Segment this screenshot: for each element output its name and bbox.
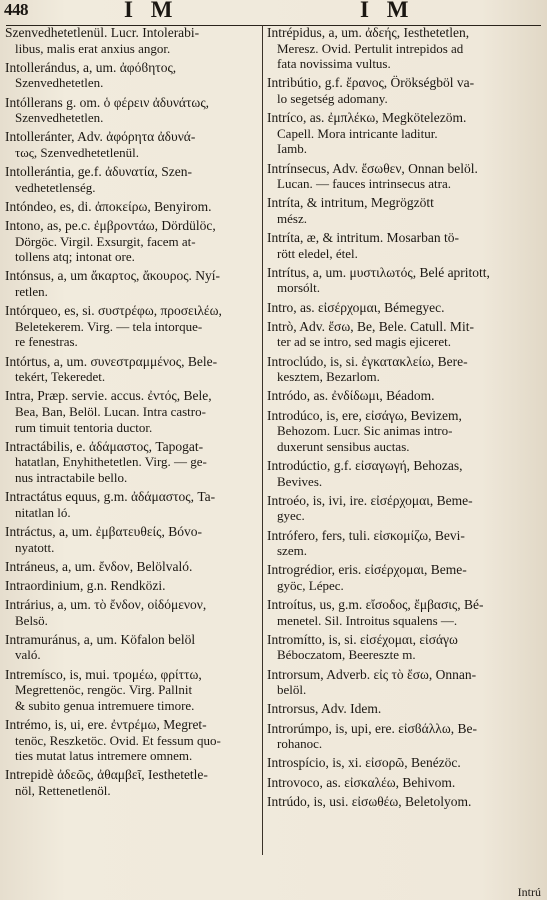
entry-headword-line: Intolleránter, Adv. ἀφόρητα ἀδυνά- <box>5 129 196 145</box>
dictionary-entry <box>267 195 539 226</box>
dictionary-entry <box>267 110 539 157</box>
entry-headword-line: Intórqueo, es, si. συστρέφω, προσειλέω, <box>5 303 222 319</box>
entry-continuation-line: Szenvedhetetlen. <box>15 75 104 91</box>
dictionary-entry <box>5 559 259 575</box>
entry-continuation-line: mész. <box>277 210 307 226</box>
entry-continuation-line: Capell. Mora intricante laditur. <box>277 125 438 141</box>
left-column <box>5 25 259 802</box>
entry-headword-line: Intollerándus, a, um. ἀφόϐητος, <box>5 59 177 75</box>
dictionary-entry <box>5 354 259 385</box>
entry-headword-line: Intractábilis, e. ἀδάμαστος, Tapogat- <box>5 438 204 454</box>
catchword: Intrú <box>517 885 541 899</box>
entry-continuation-line: re fenestras. <box>15 334 78 350</box>
entry-headword-line: Introdúco, is, ere, εἰσάγω, Bevizem, <box>267 407 462 423</box>
entry-continuation-line: vedhetetlenség. <box>15 179 96 195</box>
entry-continuation-line: Béboczatom, Beereszte m. <box>277 647 416 663</box>
entry-headword-line: Intrófero, fers, tuli. εἰσκομίζω, Bevi- <box>267 527 465 543</box>
dictionary-entry <box>267 562 539 593</box>
entry-continuation-line: menetel. Sil. Introitus squalens —. <box>277 612 458 628</box>
entry-continuation-line: ties mutat latus intremere omnem. <box>15 748 193 764</box>
dictionary-entry <box>5 95 259 126</box>
dictionary-entry <box>267 493 539 524</box>
entry-continuation-line: retlen. <box>15 284 48 300</box>
entry-continuation-line: nitatlan ló. <box>15 504 71 520</box>
entry-headword-line: Introgrédior, eris. εἰσέρχομαι, Beme- <box>267 562 467 578</box>
dictionary-entry <box>267 632 539 663</box>
entry-continuation-line: Iamb. <box>277 141 307 157</box>
entry-continuation-line: Lucan. — fauces intrinsecus atra. <box>277 176 451 192</box>
entry-headword-line: Intórtus, a, um. συνεστραμμένος, Bele- <box>5 353 218 369</box>
running-header-left: I M <box>124 0 179 22</box>
dictionary-entry <box>267 597 539 628</box>
entry-continuation-line: hatatlan, Enyhithetetlen. Virg. — ge- <box>15 454 207 470</box>
entry-continuation-line: fata novissima vultus. <box>277 56 391 72</box>
entry-headword-line: Introéo, is, ivi, ire. εἰσέρχομαι, Beme- <box>267 492 473 508</box>
dictionary-entry <box>267 667 539 698</box>
entry-headword-line: Intromítto, is, si. εἰσέχομαι, εἰσάγω <box>267 631 458 647</box>
dictionary-entry <box>267 721 539 752</box>
entry-headword-line: Intráctus, a, um. ἐμβατευθείς, Bóvo- <box>5 523 202 539</box>
entry-continuation-line: Bea, Ban, Belöl. Lucan. Intra castro- <box>15 404 206 419</box>
dictionary-entry <box>267 300 539 316</box>
dictionary-entry <box>267 319 539 350</box>
entry-continuation-line: tollens atq; intonat ore. <box>15 249 135 265</box>
dictionary-entry <box>5 388 259 435</box>
entry-headword-line: Intródo, as. ἐνδίδωμι, Béadom. <box>267 388 435 404</box>
entry-headword-line: Intrítus, a, um. μυστιλωτός, Belé apritott, <box>267 264 490 280</box>
entry-continuation-line: libus, malis erat anxius angor. <box>15 40 171 56</box>
running-header-right: I M <box>360 0 415 22</box>
entry-headword-line: Introítus, us, g.m. εἴσοδος, ἔμβασις, Bé- <box>267 597 484 613</box>
dictionary-entry <box>267 775 539 791</box>
entry-continuation-line: lo segetség adomany. <box>277 90 388 106</box>
dictionary-entry <box>5 60 259 91</box>
dictionary-entry <box>267 25 539 72</box>
dictionary-entry <box>5 597 259 628</box>
page-number: 448 <box>4 0 28 19</box>
entry-continuation-line: rött eledel, étel. <box>277 245 358 261</box>
entry-headword-line: Introclúdo, is, si. ἐγκατακλείω, Bere- <box>267 353 468 369</box>
entry-continuation-line: kesztem, Bezarlom. <box>277 369 380 385</box>
entry-headword-line: Introrúmpo, is, upi, ere. εἰσϐάλλω, Be- <box>267 720 477 736</box>
entry-headword-line: Intractátus equus, g.m. ἀδάμαστος, Ta- <box>5 489 216 505</box>
entry-headword-line: Intóndeo, es, di. ἀποκείρω, Benyirom. <box>5 198 212 214</box>
entry-headword-line: Intríta, æ, & intritum. Mosarban tö- <box>267 230 459 246</box>
dictionary-entry <box>267 701 539 717</box>
entry-headword-line: Intrúdo, is, usi. εἰσωθέω, Beletolyom. <box>267 793 472 809</box>
dictionary-entry <box>5 268 259 299</box>
column-divider <box>262 25 263 855</box>
dictionary-entry <box>267 794 539 810</box>
entry-headword-line: Intremísco, is, mui. τρομέω, φρίττω, <box>5 666 202 682</box>
entry-continuation-line: való. <box>15 647 41 663</box>
entry-headword-line: Szenvedhetetlenül. Lucr. Intolerabi- <box>5 25 200 40</box>
dictionary-entry <box>267 354 539 385</box>
entry-continuation-line: Szenvedhetetlen. <box>15 110 104 126</box>
dictionary-entry <box>5 164 259 195</box>
entry-continuation-line: ter ad se intro, sed magis ejiceret. <box>277 334 451 350</box>
entry-headword-line: Introdúctio, g.f. εἰσαγωγή, Behozas, <box>267 457 463 473</box>
dictionary-entry <box>267 755 539 771</box>
entry-headword-line: Intrínsecus, Adv. ἔσωθεν, Onnan belöl. <box>267 160 478 176</box>
entry-continuation-line: gyec. <box>277 508 305 524</box>
entry-headword-line: Intrárius, a, um. τὸ ἔνδον, οἰδόμενον, <box>5 597 207 613</box>
dictionary-entry <box>5 489 259 520</box>
entry-headword-line: Intollerántia, ge.f. ἀδυνατία, Szen- <box>5 164 192 180</box>
entry-headword-line: Intríta, & intritum, Megrögzött <box>267 195 434 211</box>
dictionary-entry <box>5 129 259 160</box>
entry-continuation-line: & subito genua intremuere timore. <box>15 697 195 713</box>
entry-continuation-line: gyöc, Lépec. <box>277 577 344 593</box>
entry-continuation-line: belöl. <box>277 682 307 698</box>
entry-headword-line: Intrémo, is, ui, ere. ἐντρέμω, Megret- <box>5 717 207 733</box>
dictionary-entry <box>5 632 259 663</box>
entry-headword-line: Intrò, Adv. ἔσω, Be, Bele. Catull. Mit- <box>267 318 474 334</box>
entry-continuation-line: rohanoc. <box>277 736 323 752</box>
entry-continuation-line: Megrettenöc, rengöc. Virg. Pallnit <box>15 682 193 698</box>
dictionary-entry <box>5 578 259 594</box>
entry-continuation-line: tenöc, Reszketöc. Ovid. Et fessum quo- <box>15 732 221 748</box>
entry-headword-line: Intríco, as. ἐμπλέκω, Megkötelezöm. <box>267 110 467 126</box>
dictionary-entry <box>267 408 539 455</box>
dictionary-entry <box>5 717 259 764</box>
entry-headword-line: Intrepidè ἀδεῶς, ἀθαμβεῖ, Iesthetetle- <box>5 767 208 783</box>
dictionary-entry <box>267 75 539 106</box>
entry-continuation-line: nöl, Rettenetlenöl. <box>15 783 111 798</box>
entry-headword-line: Introvoco, as. εἰσκαλέω, Behivom. <box>267 774 456 790</box>
entry-headword-line: Intráneus, a, um. ἔνδον, Belölvaló. <box>5 558 193 574</box>
entry-headword-line: Intrépidus, a, um. ἀδεής, Iesthetetlen, <box>267 25 470 40</box>
dictionary-entry <box>5 303 259 350</box>
entry-continuation-line: Meresz. Ovid. Pertulit intrepidos ad <box>277 40 464 56</box>
dictionary-entry <box>267 161 539 192</box>
dictionary-entry <box>267 528 539 559</box>
entry-continuation-line: Belsö. <box>15 612 48 628</box>
dictionary-entry <box>267 388 539 404</box>
dictionary-entry <box>267 458 539 489</box>
right-column <box>267 25 539 813</box>
entry-continuation-line: Bevives. <box>277 473 323 489</box>
dictionary-entry <box>5 667 259 714</box>
entry-continuation-line: morsólt. <box>277 280 320 296</box>
entry-headword-line: Intro, as. εἰσέρχομαι, Bémegyec. <box>267 299 445 315</box>
entry-headword-line: Intraordinium, g.n. Rendközi. <box>5 577 166 593</box>
entry-continuation-line: szem. <box>277 543 307 559</box>
entry-continuation-line: nyatott. <box>15 539 55 555</box>
entry-headword-line: Intribútio, g.f. ἔρανος, Örökségböl va- <box>267 75 475 91</box>
entry-continuation-line: τως, Szenvedhetetlenül. <box>15 144 139 160</box>
entry-headword-line: Intono, as, pe.c. ἐμβροντάω, Dördülöc, <box>5 218 216 234</box>
entry-continuation-line: Behozom. Lucr. Sic animas intro- <box>277 423 453 439</box>
dictionary-entry <box>5 218 259 265</box>
entry-headword-line: Intóllerans g. om. ὁ φέρειν ἀδυνάτως, <box>5 94 210 110</box>
entry-continuation-line: Beletekerem. Virg. — tela intorque- <box>15 318 203 334</box>
dictionary-entry <box>267 265 539 296</box>
entry-headword-line: Intónsus, a, um ἄκαρτος, ἄκουρος. Nyí- <box>5 268 221 284</box>
entry-continuation-line: duxerunt sensibus auctas. <box>277 438 410 454</box>
entry-continuation-line: nus intractabile bello. <box>15 469 128 485</box>
dictionary-entry <box>5 524 259 555</box>
entry-headword-line: Intramuránus, a, um. Köfalon belöl <box>5 631 196 647</box>
entry-continuation-line: tekért, Tekeredet. <box>15 369 106 385</box>
entry-headword-line: Introrsum, Adverb. εἰς τὸ ἔσω, Onnan- <box>267 666 477 682</box>
dictionary-entry <box>5 439 259 486</box>
entry-continuation-line: Dörgöc. Virgil. Exsurgit, facem at- <box>15 233 196 249</box>
dictionary-entry <box>5 25 259 56</box>
entry-continuation-line: rum timuit tentoria ductor. <box>15 419 153 435</box>
dictionary-entry <box>267 230 539 261</box>
entry-headword-line: Introrsus, Adv. Idem. <box>267 701 382 717</box>
entry-headword-line: Introspício, is, xi. εἰσορῶ, Benézöc. <box>267 755 461 771</box>
dictionary-entry <box>5 199 259 215</box>
entry-headword-line: Intra, Præp. servie. accus. ἐντός, Bele, <box>5 388 212 404</box>
dictionary-entry <box>5 767 259 798</box>
